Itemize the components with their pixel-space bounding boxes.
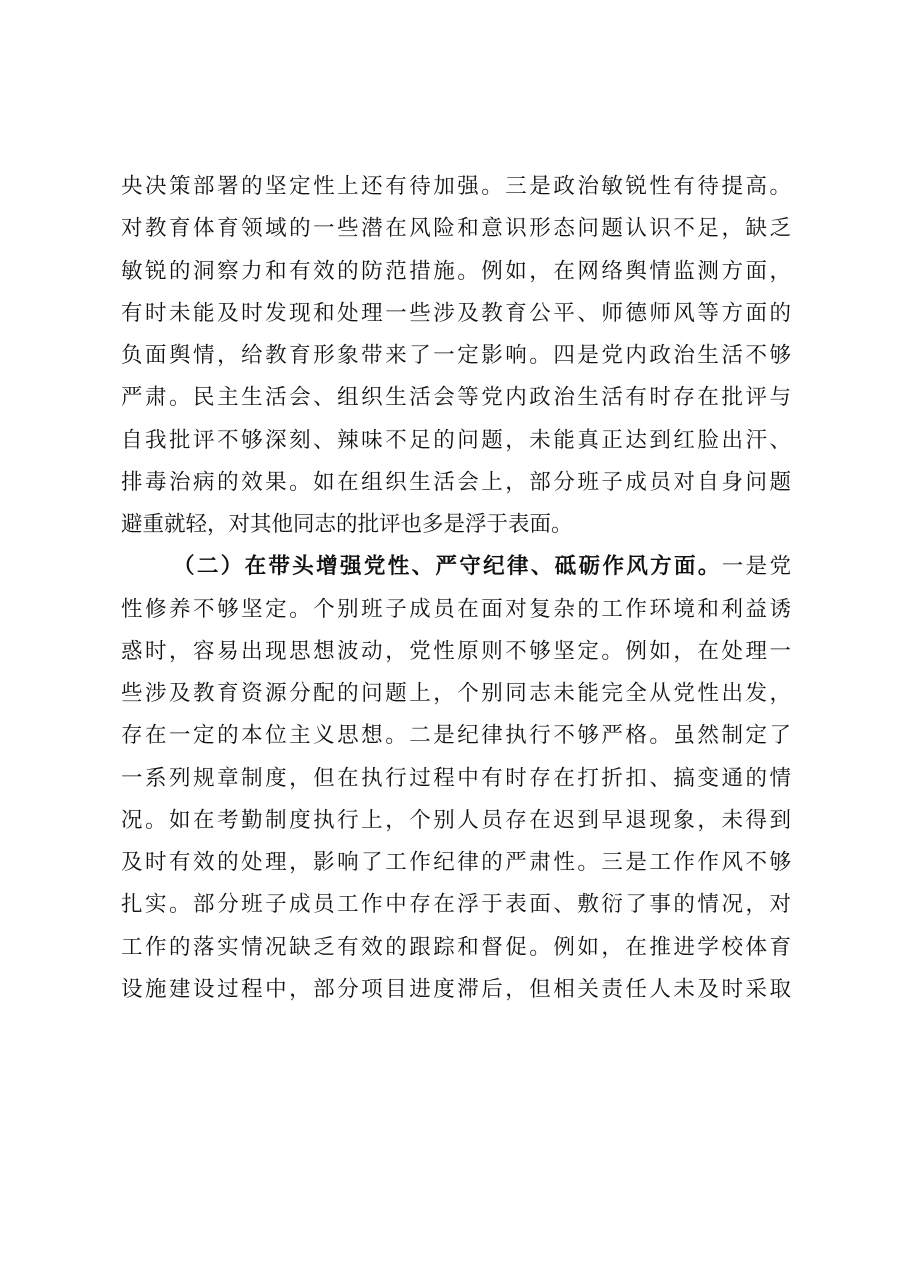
text-line: 排毒治病的效果。如在组织生活会上，部分班子成员对自身问题 — [121, 469, 791, 495]
text-line: 及时有效的处理，影响了工作纪律的严肃性。三是工作作风不够 — [121, 850, 791, 875]
document-body — [121, 166, 791, 1011]
text-line: 对教育体育领域的一些潜在风险和意识形态问题认识不足，缺乏 — [121, 216, 791, 242]
text-line: 些涉及教育资源分配的问题上，个别同志未能完全从党性出发， — [121, 681, 791, 706]
text-line: 况。如在考勤制度执行上，个别人员存在迟到早退现象，未得到 — [121, 807, 791, 833]
text-line: 设施建设过程中，部分项目进度滞后，但相关责任人未及时采取 — [121, 976, 791, 1002]
text-line: 扎实。部分班子成员工作中存在浮于表面、敷衍了事的情况，对 — [121, 892, 791, 918]
text-line: 工作的落实情况缺乏有效的跟踪和督促。例如，在推进学校体育 — [121, 934, 791, 960]
paragraph-2 — [121, 546, 791, 1011]
text-line: 负面舆情，给教育形象带来了一定影响。四是党内政治生活不够 — [121, 343, 791, 368]
text-line: 惑时，容易出现思想波动，党性原则不够坚定。例如，在处理一 — [121, 638, 791, 664]
text-run: 一是党 — [721, 554, 791, 580]
section-heading: （二）在带头增强党性、严守纪律、砥砺作风方面。 — [173, 554, 722, 580]
text-line: 性修养不够坚定。个别班子成员在面对复杂的工作环境和利益诱 — [121, 596, 791, 622]
text-line: 一系列规章制度，但在执行过程中有时存在打折扣、搞变通的情 — [121, 765, 791, 791]
text-line: 央决策部署的坚定性上还有待加强。三是政治敏锐性有待提高。 — [121, 174, 791, 199]
section-heading-line — [121, 546, 791, 588]
text-line: 避重就轻，对其他同志的批评也多是浮于表面。 — [121, 512, 573, 537]
text-line: 严肃。民主生活会、组织生活会等党内政治生活有时存在批评与 — [121, 385, 791, 411]
text-line: 有时未能及时发现和处理一些涉及教育公平、师德师风等方面的 — [121, 300, 791, 326]
text-line: 自我批评不够深刻、辣味不足的问题，未能真正达到红脸出汗、 — [121, 427, 791, 453]
paragraph-1 — [121, 166, 791, 546]
text-line: 存在一定的本位主义思想。二是纪律执行不够严格。虽然制定了 — [121, 723, 791, 749]
text-line: 敏锐的洞察力和有效的防范措施。例如，在网络舆情监测方面， — [121, 258, 791, 284]
